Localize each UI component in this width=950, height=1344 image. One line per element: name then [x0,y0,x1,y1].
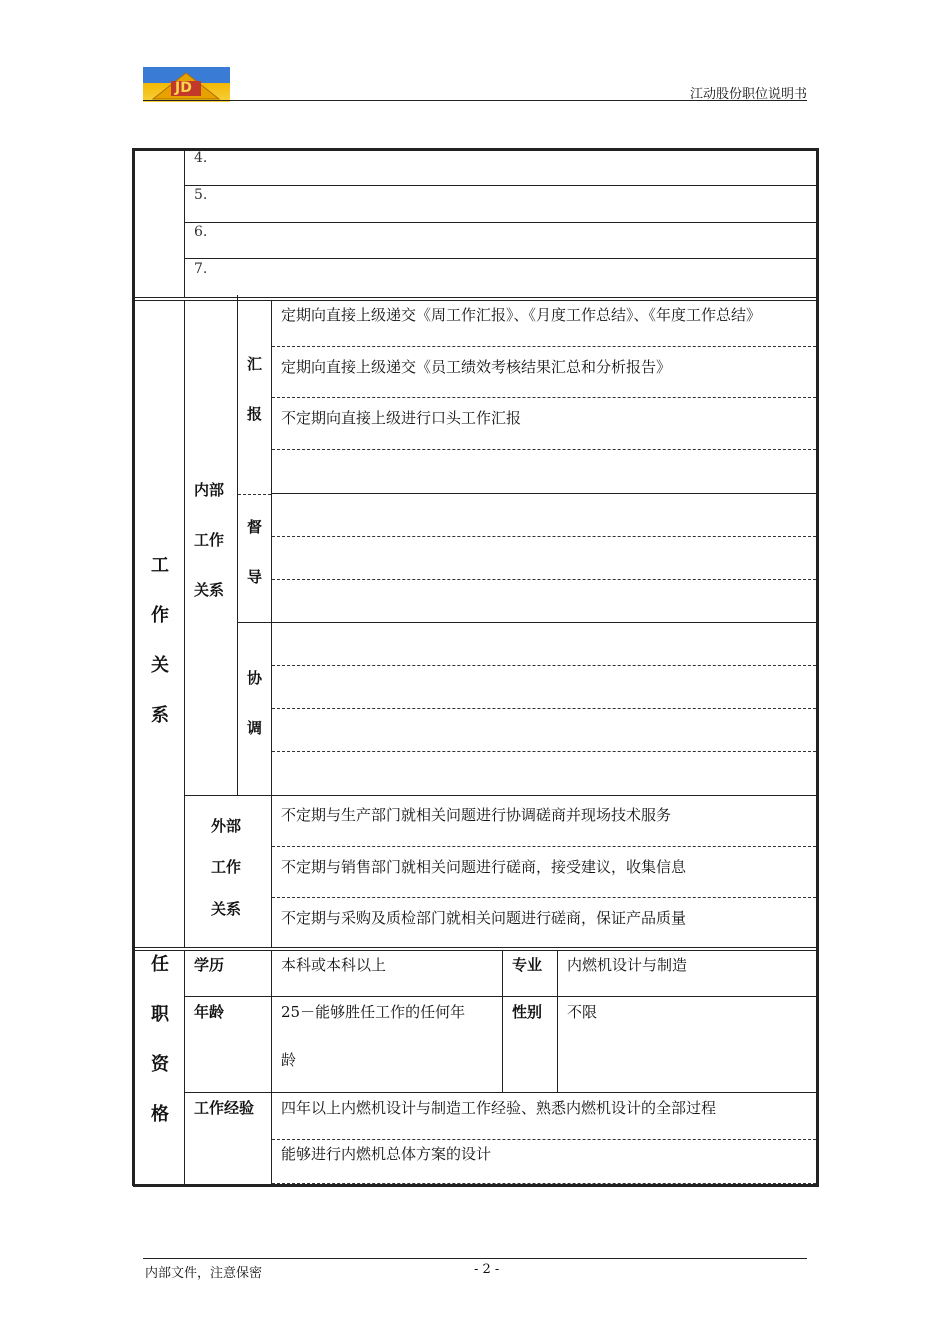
age-value-line2: 龄 [281,1051,297,1069]
gender-label: 性别 [512,1003,543,1021]
header-rule [143,100,807,101]
education-value: 本科或本科以上 [281,956,387,974]
company-logo [143,67,230,102]
supervise-label-2: 导 [247,568,263,586]
gender-value: 不限 [567,1003,598,1021]
coordinate-label-2: 调 [247,719,263,737]
internal-relations-label-3: 关系 [194,581,225,599]
education-label: 学历 [194,956,225,974]
work-relations-label-3: 关 [151,655,169,676]
external-item: 不定期与生产部门就相关问题进行协调磋商并现场技术服务 [281,806,672,824]
footer-confidential: 内部文件，注意保密 [145,1266,263,1281]
report-label-2: 报 [247,405,263,423]
footer-rule [143,1258,807,1259]
page-number: - 2 - [474,1262,500,1277]
report-item: 不定期向直接上级进行口头工作汇报 [281,409,522,427]
coordinate-label-1: 协 [247,669,263,687]
work-relations-label-2: 作 [151,605,169,626]
duty-item: 7. [194,261,208,277]
qualifications-label-4: 格 [151,1104,169,1125]
major-value: 内燃机设计与制造 [567,956,688,974]
experience-item: 四年以上内燃机设计与制造工作经验、熟悉内燃机设计的全部过程 [281,1099,717,1117]
qualifications-label-3: 资 [151,1054,169,1075]
age-label: 年龄 [194,1003,225,1021]
internal-relations-label-2: 工作 [194,531,225,549]
supervise-label-1: 督 [247,518,263,536]
duty-item: 6. [194,224,208,240]
age-value-line1: 25－能够胜任工作的任何年 [281,1003,466,1021]
report-item: 定期向直接上级递交《员工绩效考核结果汇总和分析报告》 [281,358,672,376]
major-label: 专业 [512,956,543,974]
duty-item: 4. [194,150,208,166]
duty-item: 5. [194,187,208,203]
external-relations-label-1: 外部 [211,817,242,835]
experience-item: 能够进行内燃机总体方案的设计 [281,1145,492,1163]
qualifications-label-2: 职 [151,1004,169,1025]
external-relations-label-2: 工作 [211,858,242,876]
external-item: 不定期与销售部门就相关问题进行磋商，接受建议，收集信息 [281,858,687,876]
logo-text: JD [175,80,192,96]
report-item: 定期向直接上级递交《周工作汇报》、《月度工作总结》、《年度工作总结》 [281,306,762,324]
header-title: 江动股份职位说明书 [689,87,807,102]
experience-label: 工作经验 [194,1099,255,1117]
external-item: 不定期与采购及质检部门就相关问题进行磋商，保证产品质量 [281,909,687,927]
external-relations-label-3: 关系 [211,900,242,918]
work-relations-label-4: 系 [151,705,169,726]
qualifications-label-1: 任 [151,954,169,975]
work-relations-label-1: 工 [151,555,169,576]
internal-relations-label-1: 内部 [194,481,225,499]
report-label-1: 汇 [247,355,263,373]
